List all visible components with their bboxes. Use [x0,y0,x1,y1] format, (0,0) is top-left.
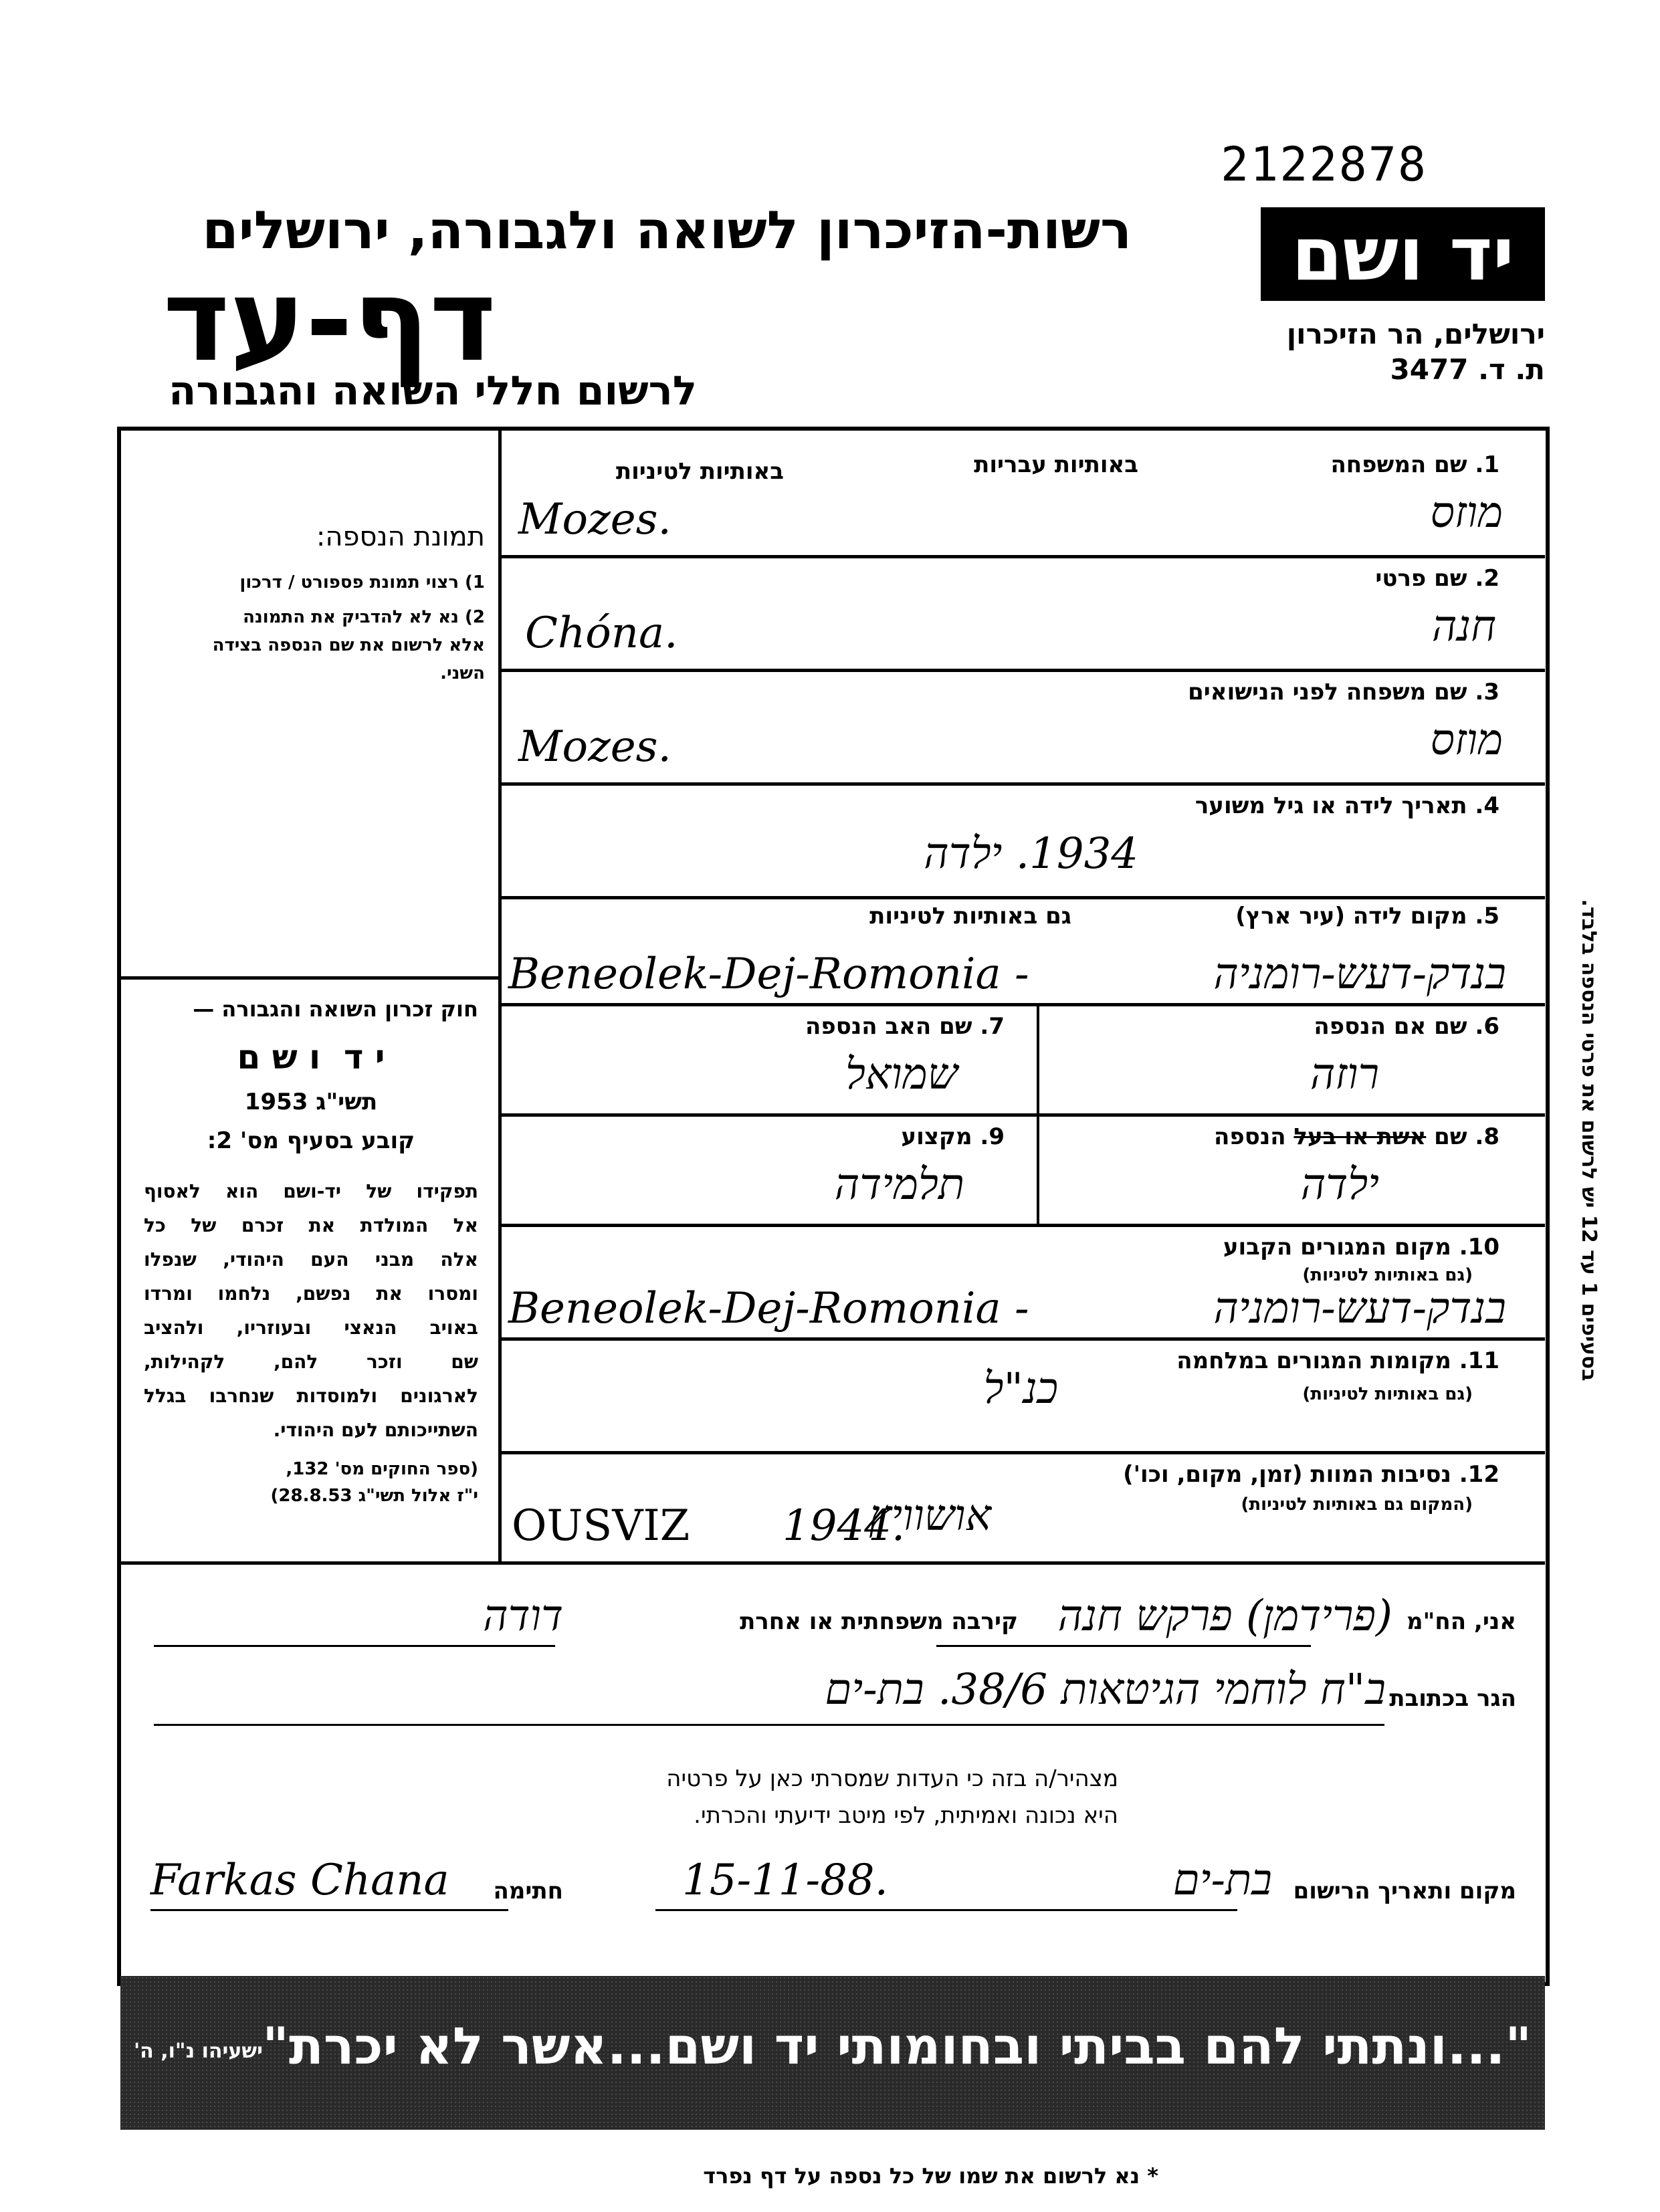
form-title: דף-עד [163,255,496,387]
statement-line-2: היא נכונה ואמיתית, לפי מיטב ידיעתי והכרתי. [694,1802,1118,1829]
column-split [1037,1003,1039,1224]
law-body-line: ומסרו את נפשם, נלחמו ומרדו [144,1283,478,1305]
field-1-hebrew-col: באותיות עבריות [974,451,1138,478]
field-5-value-hebrew[interactable]: בנדק-דעש-רומניה [1213,950,1506,999]
law-yad-vashem: י ד ו ש ם [237,1038,385,1077]
declarant-name[interactable]: (פרידמן) פרקש חנה [1057,1591,1392,1641]
row-divider [498,555,1545,558]
field-5-label: 5. מקום לידה (עיר ארץ) [1235,903,1499,929]
row-divider [498,1113,1545,1117]
address-label: הגר בכתובת [1389,1685,1516,1712]
field-10-label: 10. מקום המגורים הקבוע [1223,1234,1499,1260]
left-column-split [117,976,500,980]
field-2-label: 2. שם פרטי [1375,565,1499,592]
row-divider [498,1003,1545,1006]
field-12-note: (המקום גם באותיות לטיניות) [1241,1495,1473,1515]
yad-vashem-logo [1261,207,1545,301]
field-10-value-hebrew[interactable]: בנדק-דעש-רומניה [1213,1284,1506,1333]
address-line [154,1724,1384,1726]
field-7-value[interactable]: שמואל [845,1050,958,1099]
field-12-value-year[interactable]: 1944. [783,1501,906,1551]
field-1-value-hebrew[interactable]: מוזס [1430,488,1503,538]
field-8-label-struck: אשת או בעל [1293,1123,1427,1150]
field-3-value-hebrew[interactable]: מוזס [1430,715,1503,765]
row-divider [498,1337,1545,1341]
field-12-value-latin[interactable]: OUSVIZ [512,1501,690,1551]
field-1-latin-col: באותיות לטיניות [615,458,784,485]
relation-label: קירבה משפחתית או אחרת [740,1608,1018,1635]
quote-banner [120,1976,1545,2130]
photo-instruction-2c: השני. [440,663,485,683]
law-title: חוק זכרון השואה והגבורה — [193,996,478,1022]
place-date-label: מקום ותאריך הרישום [1293,1878,1516,1904]
field-10-value-latin[interactable]: Beneolek-Dej-Romonia - [508,1284,1029,1333]
field-10-note: (גם באותיות לטיניות) [1302,1265,1473,1285]
signature-value[interactable]: Farkas Chana [150,1856,449,1905]
law-body-line: השתייכותם לעם היהודי. [273,1419,478,1441]
photo-instruction-2b: אלא לרשום את שם הנספה בצידה [212,635,485,655]
signature-label: חתימה [493,1878,563,1904]
field-9-label: 9. מקצוע [901,1123,1005,1150]
declarant-i-label: אני, הח"מ [1407,1608,1516,1635]
field-11-value[interactable]: כנ"ל [983,1364,1058,1414]
place-date-line [655,1909,1237,1911]
address-line-2: ת. ד. 3477 [1390,353,1545,386]
record-number: 2122878 [1221,137,1428,192]
field-2-value-hebrew[interactable]: חנה [1431,602,1496,651]
date-value[interactable]: 15-11-88. [682,1856,888,1905]
field-1-value-latin[interactable]: Mozes. [518,495,671,544]
row-divider [498,896,1545,899]
field-5-latin-note: גם באותיות לטיניות [869,903,1071,929]
field-8-label-pre: 8. שם [1426,1123,1499,1150]
field-8-label-post: הנספה [1214,1123,1294,1150]
law-box [144,996,478,1506]
relation-line [154,1645,555,1647]
declarant-name-line [936,1645,1311,1647]
law-body-line: אלה מבני העם היהודי, שנפלו [144,1248,478,1270]
footnote: * נא לרשום את שמו של כל נספה על דף נפרד [703,2163,1158,2189]
field-5-value-latin[interactable]: Beneolek-Dej-Romonia - [508,950,1029,999]
field-6-value[interactable]: רוזה [1310,1050,1379,1099]
row-divider [498,1224,1545,1227]
field-11-label: 11. מקומות המגורים במלחמה [1176,1347,1499,1374]
field-2-value-latin[interactable]: Chóna. [525,609,678,658]
form-subtitle: לרשום חללי השואה והגבורה [169,368,697,415]
field-12-label: 12. נסיבות המוות (זמן, מקום, וכו') [1123,1461,1499,1488]
law-body-line: אל המולדת את זכרם של כל [144,1214,478,1236]
authority-title: רשות-הזיכרון לשואה ולגבורה, ירושלים [202,201,1132,261]
field-7-label: 7. שם האב הנספה [805,1013,1005,1040]
row-divider [117,1561,1545,1565]
signature-line [150,1909,508,1911]
law-body-line: שם וזכר להם, לקהילות, [144,1351,478,1373]
law-body-line: תפקידו של יד-ושם הוא לאסוף [144,1180,478,1202]
field-8-value[interactable]: ילדה [1300,1160,1379,1210]
side-note: בסעיפים 1 עד 12 יש לרשום את פרטי הנספה בלבד. [1577,899,1600,1381]
field-3-label: 3. שם משפחה לפני הנישואים [1188,679,1499,705]
banner-source: ישעיהו נ"ו, ה' [134,2039,263,2063]
left-column-divider [498,428,502,1565]
banner-quote: "...ונתתי להם בביתי ובחומותי יד ושם...אשר לא יכרת" [262,2016,1532,2076]
statement-line-1: מצהיר/ה בזה כי העדות שמסרתי כאן על פרטיה [666,1765,1118,1792]
field-1-label: 1. שם המשפחה [1330,451,1499,478]
law-year: תשי"ג 1953 [244,1089,378,1115]
logo-text: יד ושם [1291,211,1515,297]
photo-instruction-2: 2) נא לא להדביק את התמונה [243,607,485,627]
field-6-label: 6. שם אם הנספה [1314,1013,1499,1040]
law-clause: קובע בסעיף מס' 2: [207,1127,415,1154]
field-4-label: 4. תאריך לידה או גיל משוער [1195,792,1499,819]
address-value[interactable]: ב"ח לוחמי הגיטאות 38/6. בת-ים [825,1665,1386,1715]
row-divider [498,782,1545,786]
field-9-value[interactable]: תלמידה [834,1160,964,1210]
photo-instruction-1: 1) רצוי תמונת פספורט / דרכון [239,572,485,592]
law-body-line: לארגונים ולמוסדות שנחרבו בגלל [144,1385,478,1407]
photo-box-title: תמונת הנספה: [316,522,485,552]
field-12-value-hebrew[interactable]: אושוויץ [869,1491,991,1541]
field-4-value[interactable]: 1934. ילדה [924,829,1138,879]
place-value[interactable]: בת-ים [1172,1856,1272,1905]
photo-box [130,522,485,683]
field-11-note: (גם באותיות לטיניות) [1302,1384,1473,1404]
law-body-line: באויב הנאצי ובעוזריו, ולהציב [144,1317,478,1339]
field-3-value-latin[interactable]: Mozes. [518,722,671,772]
relation-value[interactable]: דודה [483,1591,563,1641]
address-line-1: ירושלים, הר הזיכרון [1286,318,1545,350]
law-source-1: (ספר החוקים מס' 132, [286,1459,478,1479]
field-8-label [1214,1123,1499,1150]
row-divider [498,669,1545,672]
law-source-2: י"ז אלול תשי"ג 28.8.53) [270,1486,478,1506]
row-divider [498,1451,1545,1454]
